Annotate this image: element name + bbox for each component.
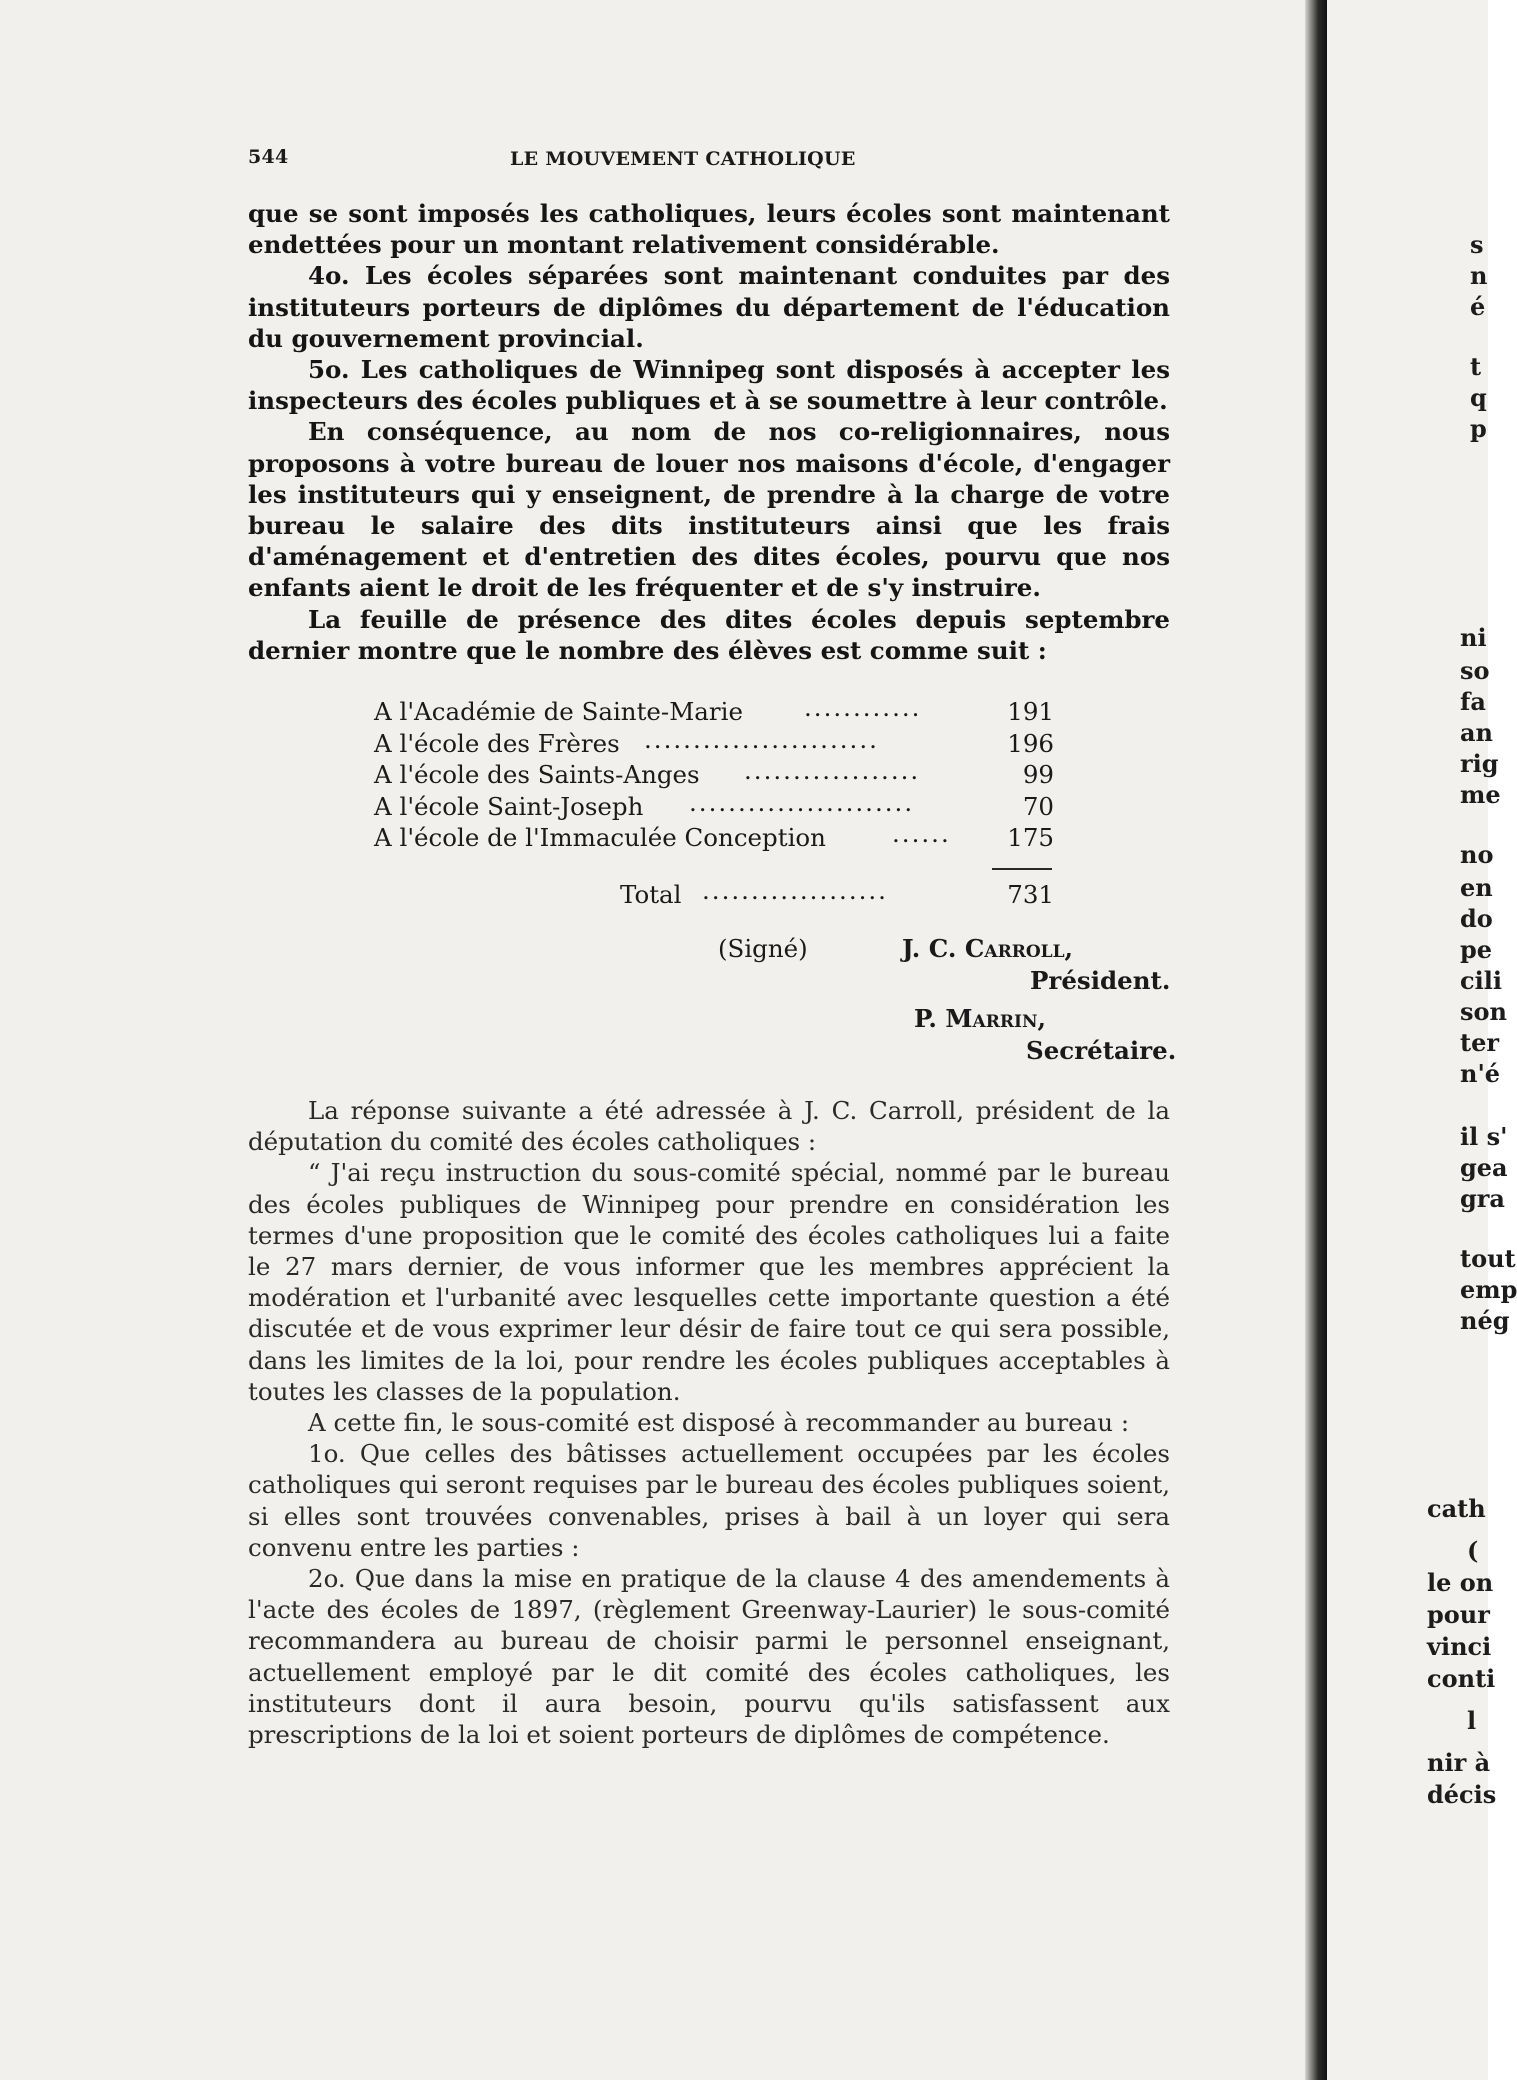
text-fragment: ni (1460, 623, 1487, 652)
total-row (620, 876, 1054, 912)
text-fragment: il s' (1460, 1122, 1508, 1151)
text-fragment: p (1470, 414, 1487, 443)
leader-dots: ....................... (689, 787, 915, 817)
paragraph: 1o. Que celles des bâtisses actuellement occupées par les écoles catholiques qui seront requises par le bureau des écoles publiques soient, si elles sont trouvées convenables, prises à bail à un loyer qui sera convenu entre les parties : (248, 1439, 1170, 1562)
text-fragment: n (1470, 261, 1488, 290)
text-fragment: gra (1460, 1184, 1505, 1213)
reply-text (248, 1095, 1170, 1750)
paragraph: A cette fin, le sous-comité est disposé à recommander au bureau : (308, 1408, 1130, 1438)
president-name: J. C. Carroll, (902, 934, 1074, 963)
paragraph: 5o. Les catholiques de Winnipeg sont disposés à accepter les inspecteurs des écoles publiques et à se soumettre à leur contrôle. (248, 355, 1170, 416)
text-fragment: fa (1460, 687, 1486, 716)
text-fragment: le on (1427, 1568, 1494, 1597)
school-name: A l'Académie de Sainte-Marie (374, 697, 743, 726)
text-fragment: pour (1427, 1600, 1490, 1629)
text-fragment: nég (1460, 1306, 1510, 1335)
paragraph: En conséquence, au nom de nos co-religionnaires, nous proposons à votre bureau de louer nos maisons d'école, d'engager les instituteurs qui y enseignent, de prendre à la charge de votre bureau le salaire des dits instituteurs ainsi que les frais d'aménagement et d'entretien des dites écoles, pourvu que nos enfants aient le droit de les fréquenter et de s'y instruire. (248, 417, 1170, 603)
list-item (374, 819, 1054, 854)
text-fragment: ( (1467, 1536, 1479, 1565)
pupil-count: 175 (1007, 823, 1054, 852)
adjacent-page (1327, 0, 1517, 2080)
school-name: A l'école des Saints-Anges (374, 760, 700, 789)
book-spine (1305, 0, 1327, 2080)
text-fragment: rig (1460, 749, 1499, 778)
text-fragment: cath (1427, 1494, 1486, 1523)
paragraph: La feuille de présence des dites écoles depuis septembre dernier montre que le nombre des élèves est comme suit : (248, 604, 1170, 665)
paragraph: 2o. Que dans la mise en pratique de la clause 4 des amendements à l'acte des écoles de 1897, (règlement Greenway-Laurier) le sous-comité recommandera au bureau de choisir parmi le personnel enseignant, actuellement employé par le dit comité des écoles catholiques, les instituteurs dont il aura besoin, pourvu qu'ils satisfassent aux prescriptions de la loi et soient porteurs de diplômes de compétence. (248, 1564, 1170, 1750)
total-rule (992, 868, 1052, 870)
text-fragment: é (1470, 292, 1486, 321)
text-fragment: décis (1427, 1780, 1497, 1809)
text-fragment: q (1470, 383, 1487, 412)
text-fragment: en (1460, 873, 1493, 902)
page-header (248, 146, 1178, 176)
total-value: 731 (1007, 880, 1054, 909)
pupil-count: 196 (1007, 728, 1054, 758)
text-fragment: gea (1460, 1153, 1508, 1182)
paragraph: “ J'ai reçu instruction du sous-comité spécial, nommé par le bureau des écoles publiques de Winnipeg pour prendre en considération les termes d'une proposition que le comité des écoles catholiques lui a faite le 27 mars dernier, de vous informer que les membres apprécient la modération et l'urbanité avec lesquelles cette importante question a été discutée et de vous exprimer leur désir de faire tout ce qui sera possible, dans les limites de la loi, pour rendre les écoles publiques acceptables à toutes les classes de la population. (248, 1158, 1170, 1406)
secretary-name: P. Marrin, (914, 1004, 1047, 1033)
text-fragment: ter (1460, 1028, 1499, 1057)
leader-dots: ...... (892, 819, 951, 848)
pupil-count: 99 (1022, 760, 1054, 789)
body-text (248, 198, 1170, 666)
text-fragment: pe (1460, 935, 1493, 964)
text-fragment: no (1460, 840, 1494, 869)
text-fragment: an (1460, 718, 1493, 747)
list-item (374, 787, 1054, 823)
school-name: A l'école des Frères (374, 728, 620, 758)
text-fragment: me (1460, 780, 1501, 809)
list-item (374, 724, 1054, 760)
leader-dots: ................... (702, 876, 888, 905)
text-fragment: conti (1427, 1664, 1496, 1693)
text-fragment: son (1460, 997, 1507, 1026)
text-fragment: l (1467, 1706, 1477, 1735)
attendance-list (374, 693, 1054, 854)
text-fragment: emp (1460, 1275, 1517, 1304)
text-fragment: tout (1460, 1244, 1516, 1273)
paragraph: 4o. Les écoles séparées sont maintenant conduites par des instituteurs porteurs de diplômes du département de l'éducation du gouvernement provincial. (248, 261, 1170, 353)
text-fragment: cili (1460, 966, 1502, 995)
pupil-count: 191 (1007, 697, 1054, 726)
signed-mark: (Signé) (718, 934, 808, 963)
leader-dots: .................. (744, 756, 921, 785)
pupil-count: 70 (1022, 791, 1054, 821)
text-fragment: s (1470, 230, 1484, 259)
text-fragment: n'é (1460, 1059, 1501, 1088)
page-number: 544 (248, 146, 289, 168)
paragraph: que se sont imposés les catholiques, leurs écoles sont maintenant endettées pour un montant relativement considérable. (248, 199, 1170, 260)
text-fragment: vinci (1427, 1632, 1492, 1661)
text-fragment: nir à (1427, 1748, 1491, 1777)
secretary-title: Secrétaire. (1026, 1036, 1177, 1065)
leader-dots: ........................ (644, 724, 879, 754)
school-name: A l'école de l'Immaculée Conception (374, 823, 826, 852)
running-title: LE MOUVEMENT CATHOLIQUE (510, 148, 856, 170)
text-fragment: do (1460, 904, 1493, 933)
leader-dots: ............ (804, 693, 922, 722)
text-fragment: so (1460, 656, 1490, 685)
paragraph: La réponse suivante a été adressée à J. C. Carroll, président de la députation du comité des écoles catholiques : (248, 1096, 1170, 1157)
text-fragment: t (1470, 352, 1482, 381)
president-title: Président. (1030, 966, 1171, 995)
total-label: Total (620, 880, 682, 909)
school-name: A l'école Saint-Joseph (374, 791, 644, 821)
